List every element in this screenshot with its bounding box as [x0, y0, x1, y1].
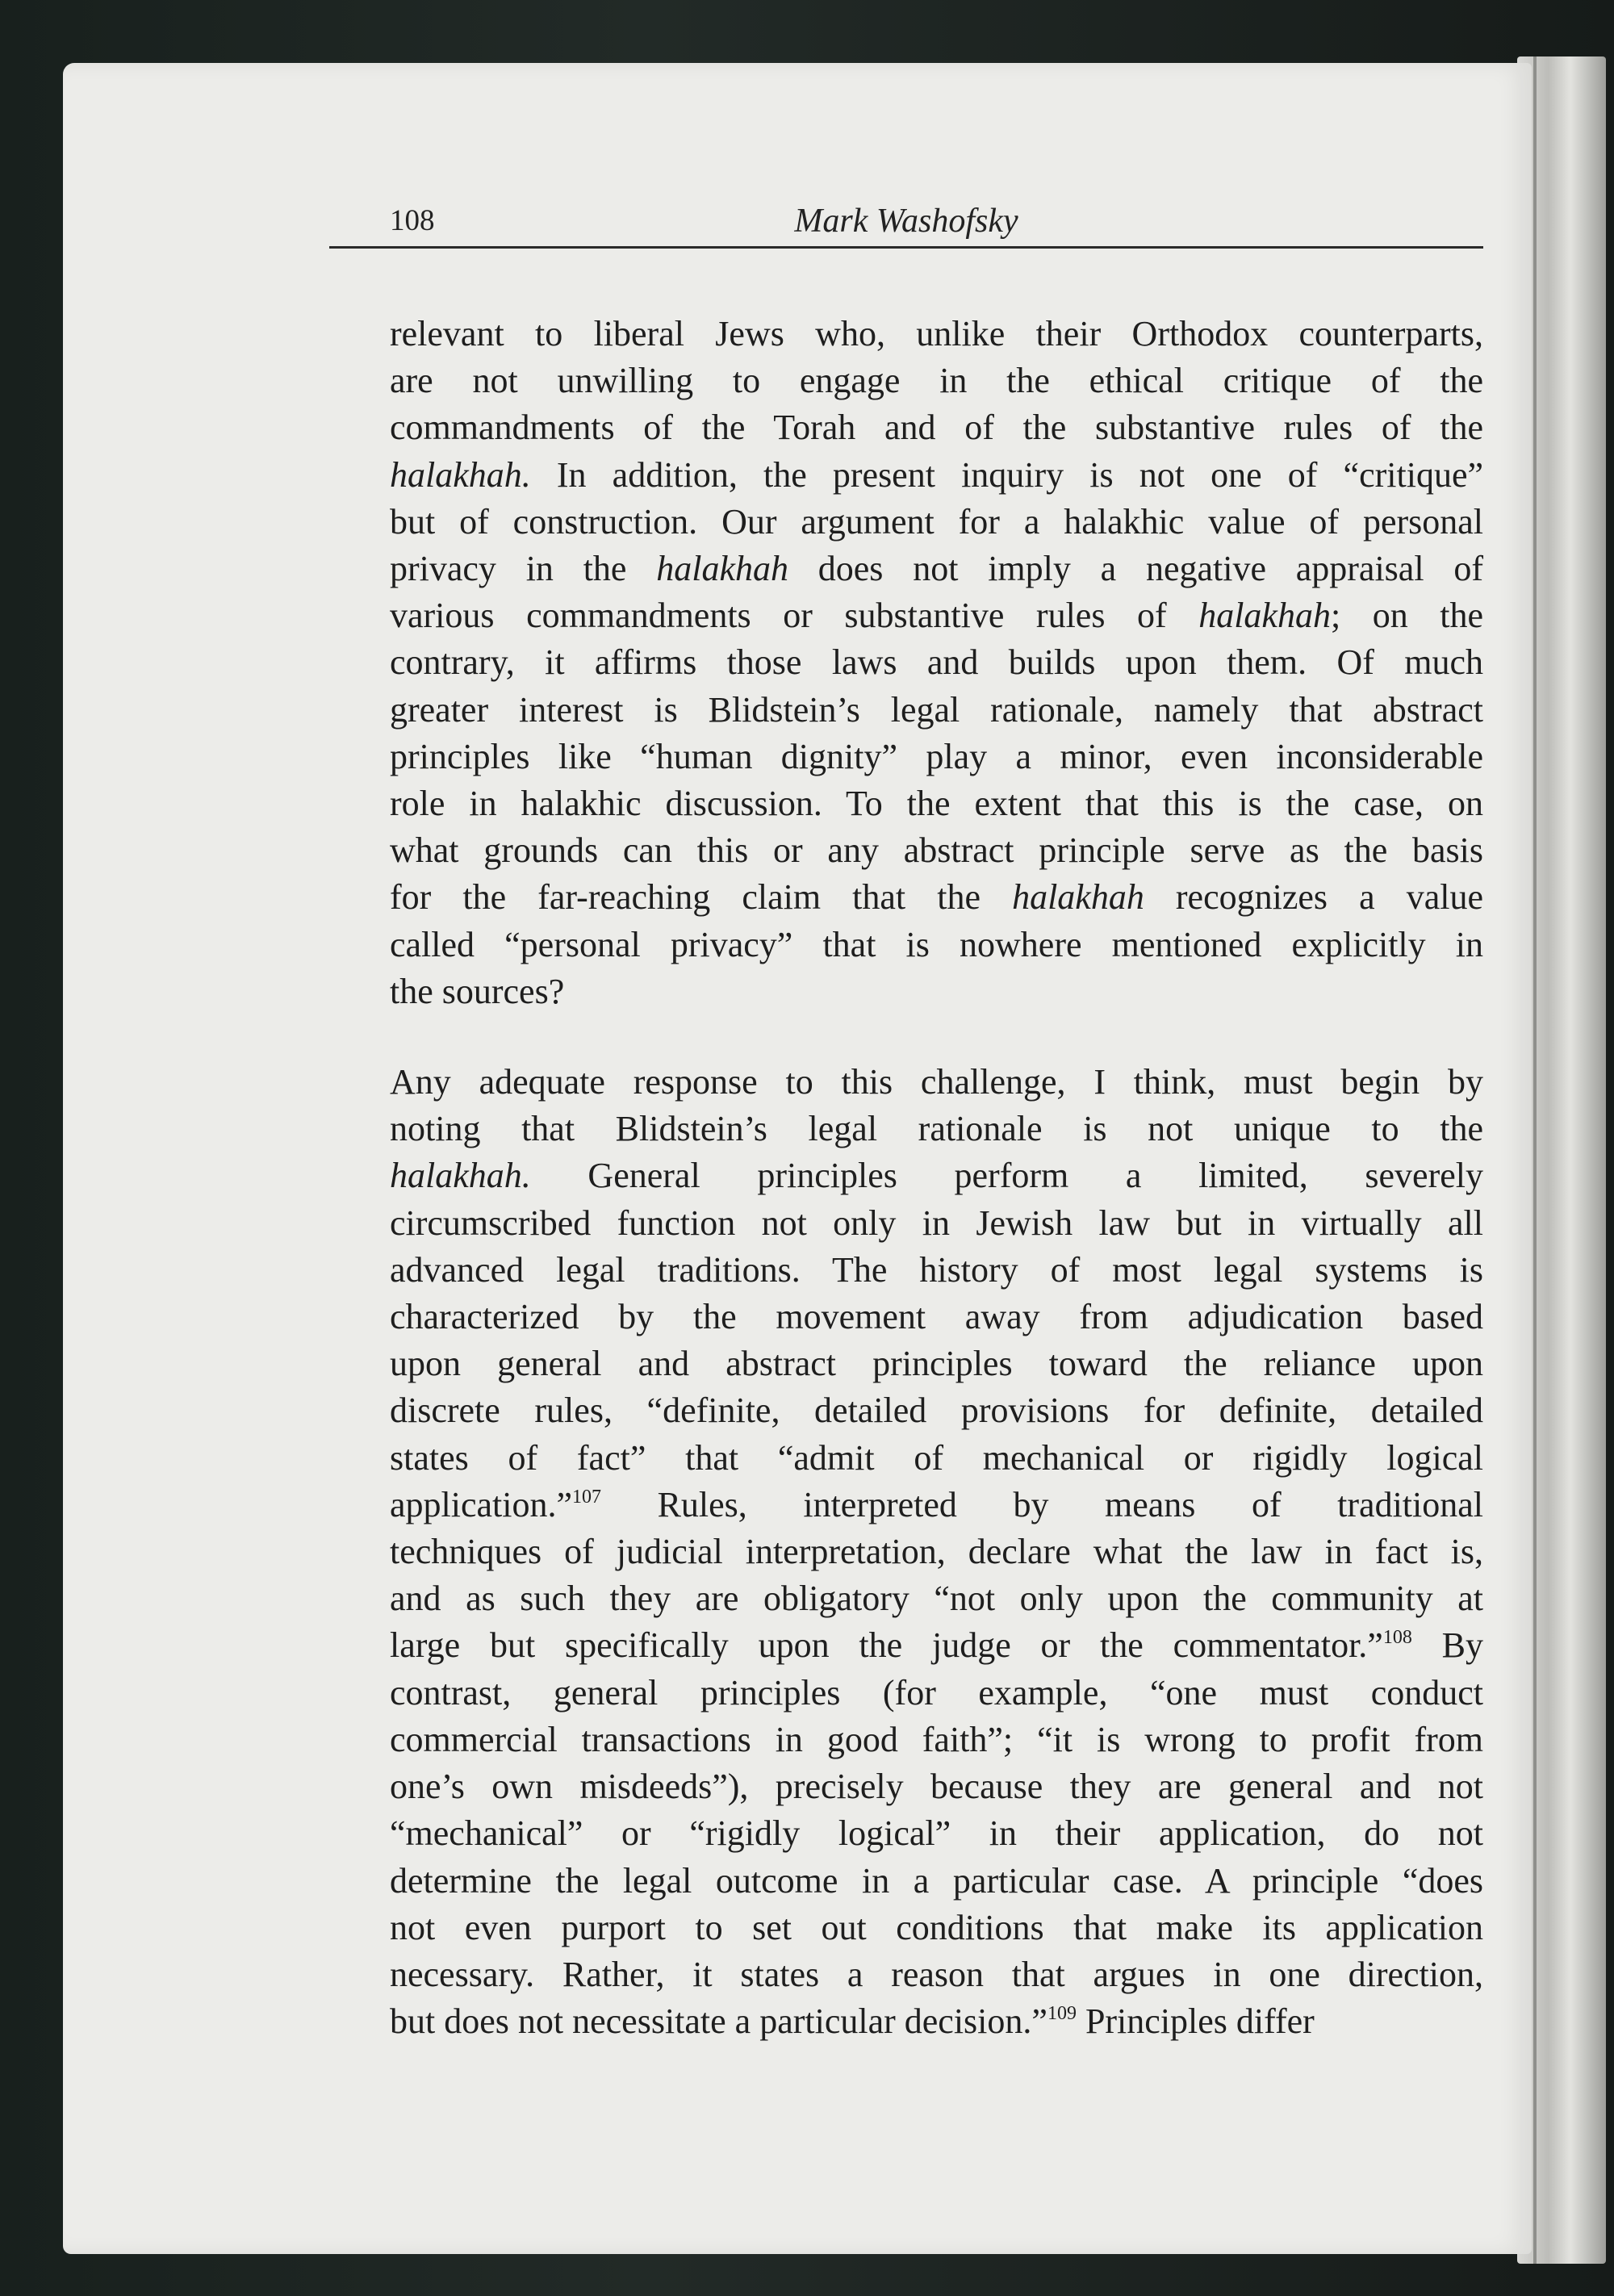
text-line: and as such they are obligatory “not only upon the community at	[390, 1579, 1483, 1619]
footnote-ref: 109	[1047, 2003, 1077, 2025]
italic-term: halakhah.	[390, 1156, 531, 1196]
text-line: are not unwilling to engage in the ethical critique of the	[390, 361, 1483, 401]
text-line: characterized by the movement away from adjudication based	[390, 1297, 1483, 1337]
text-line: large but specifically upon the judge or the commentator.”$^{108}$ By	[390, 1625, 1483, 1666]
text-line: necessary. Rather, it states a reason that argues in one direction,	[390, 1954, 1483, 1994]
page-number: 108	[390, 204, 435, 237]
text-line: halakhah. General principles perform a limited, severely	[390, 1156, 1483, 1196]
text-line: commercial transactions in good faith”; “it is wrong to profit from	[390, 1719, 1483, 1759]
text-line: circumscribed function not only in Jewish law but in virtually all	[390, 1202, 1483, 1243]
running-head: Mark Washofsky	[794, 203, 1018, 240]
text-line: upon general and abstract principles toward the reliance upon	[390, 1344, 1483, 1384]
text-line: advanced legal traditions. The history of most legal systems is	[390, 1249, 1483, 1290]
text-line: commandments of the Torah and of the substantive rules of the	[390, 408, 1483, 448]
paragraph	[390, 311, 1483, 1015]
text-line: but of construction. Our argument for a halakhic value of personal	[390, 501, 1483, 542]
text-line: for the far-reaching claim that the halakhah recognizes a value	[390, 877, 1483, 918]
text-line: contrary, it affirms those laws and builds upon them. Of much	[390, 642, 1483, 683]
text-line: states of fact” that “admit of mechanical or rigidly logical	[390, 1437, 1483, 1478]
footnote-ref: 108	[1382, 1627, 1412, 1649]
italic-term: halakhah	[1198, 596, 1331, 636]
text-line: not even purport to set out conditions that make its application	[390, 1907, 1483, 1947]
text-line: application.”$^{107}$ Rules, interpreted by means of traditional	[390, 1484, 1483, 1524]
text-line: Any adequate response to this challenge, I think, must begin by	[390, 1062, 1483, 1102]
text-line: noting that Blidstein’s legal rationale is not unique to the	[390, 1109, 1483, 1149]
text-line: techniques of judicial interpretation, declare what the law in fact is,	[390, 1532, 1483, 1572]
text-line: one’s own misdeeds”), precisely because they are general and not	[390, 1767, 1483, 1807]
page-header	[329, 198, 1483, 249]
footnote-ref: 107	[572, 1486, 602, 1508]
text-line: called “personal privacy” that is nowhere mentioned explicitly in	[390, 924, 1483, 964]
text-line: relevant to liberal Jews who, unlike their Orthodox counterparts,	[390, 314, 1483, 353]
text-line: what grounds can this or any abstract principle serve as the basis	[390, 830, 1483, 871]
text-line: “mechanical” or “rigidly logical” in their application, do not	[390, 1813, 1483, 1854]
text-line: various commandments or substantive rules of halakhah; on the	[390, 596, 1484, 636]
italic-term: halakhah.	[390, 454, 531, 495]
text-line: determine the legal outcome in a particular case. A principle “does	[390, 1860, 1483, 1901]
paragraph	[390, 1059, 1483, 2045]
body-text	[390, 311, 1483, 2045]
text-line: contrast, general principles (for example, “one must conduct	[390, 1672, 1483, 1713]
text-line: the sources?	[390, 971, 565, 1011]
text-line: principles like “human dignity” play a minor, even inconsiderable	[390, 736, 1483, 776]
text-line: discrete rules, “definite, detailed provisions for definite, detailed	[390, 1391, 1483, 1431]
text-line: greater interest is Blidstein’s legal rationale, namely that abstract	[390, 689, 1483, 730]
text-line: privacy in the halakhah does not imply a negative appraisal of	[390, 549, 1483, 589]
text-line: but does not necessitate a particular decision.”$^{109}$ Principles differ	[390, 2001, 1315, 2042]
italic-term: halakhah	[1012, 877, 1144, 918]
text-line: halakhah. In addition, the present inquiry is not one of “critique”	[390, 454, 1483, 495]
text-line: role in halakhic discussion. To the extent that this is the case, on	[390, 784, 1483, 824]
italic-term: halakhah	[656, 549, 788, 589]
